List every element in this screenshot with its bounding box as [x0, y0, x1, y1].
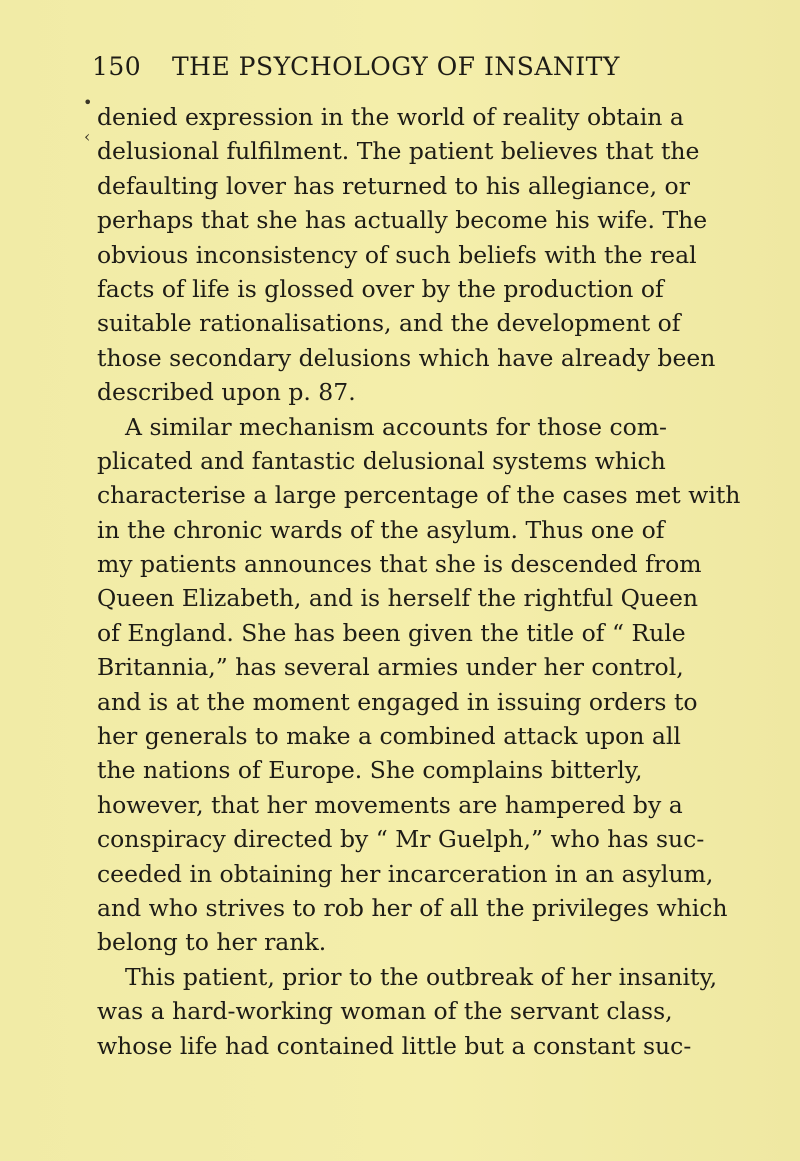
text-line: suitable rationalisations, and the development of: [97, 309, 681, 338]
text-line: delusional fulfilment. The patient believes that the: [97, 137, 700, 166]
margin-mark: •: [83, 93, 93, 112]
text-line: described upon p. 87.: [97, 378, 356, 407]
body-text: [97, 100, 797, 1063]
text-line: Queen Elizabeth, and is herself the rightful Queen: [97, 584, 698, 613]
text-line: my patients announces that she is descended from: [97, 550, 702, 579]
page-number: 150: [92, 52, 142, 81]
text-line: facts of life is glossed over by the production of: [97, 274, 664, 303]
text-line: and who strives to rob her of all the privileges which: [97, 893, 728, 922]
margin-mark: ‹: [84, 127, 91, 146]
text-line: was a hard-working woman of the servant class,: [97, 997, 673, 1026]
text-line: Britannia,” has several armies under her control,: [97, 653, 684, 682]
text-line: A similar mechanism accounts for those com-: [125, 412, 667, 441]
text-line: denied expression in the world of reality obtain a: [97, 103, 684, 131]
text-line: whose life had contained little but a constant suc-: [97, 1031, 692, 1060]
text-line: belong to her rank.: [97, 928, 327, 957]
page-header: [92, 52, 792, 88]
text-line: obvious inconsistency of such beliefs with the real: [97, 240, 697, 269]
text-line: of England. She has been given the title of “ Rule: [97, 618, 686, 647]
text-line: however, that her movements are hampered by a: [97, 790, 683, 819]
text-line: her generals to make a combined attack upon all: [97, 722, 681, 751]
text-line: characterise a large percentage of the cases met with: [97, 481, 741, 510]
text-line: conspiracy directed by “ Mr Guelph,” who has suc-: [97, 825, 705, 854]
text-line: ceeded in obtaining her incarceration in an asylum,: [97, 859, 714, 888]
text-line: This patient, prior to the outbreak of her insanity,: [125, 962, 718, 991]
text-line: plicated and fantastic delusional systems which: [97, 446, 666, 475]
text-line: the nations of Europe. She complains bitterly,: [97, 756, 643, 785]
running-title: THE PSYCHOLOGY OF INSANITY: [172, 52, 620, 81]
text-line: in the chronic wards of the asylum. Thus one of: [97, 515, 665, 544]
text-line: defaulting lover has returned to his allegiance, or: [97, 171, 690, 200]
text-line: those secondary delusions which have already been: [97, 343, 716, 372]
text-line: and is at the moment engaged in issuing orders to: [97, 687, 698, 716]
text-line: perhaps that she has actually become his wife. The: [97, 206, 708, 235]
